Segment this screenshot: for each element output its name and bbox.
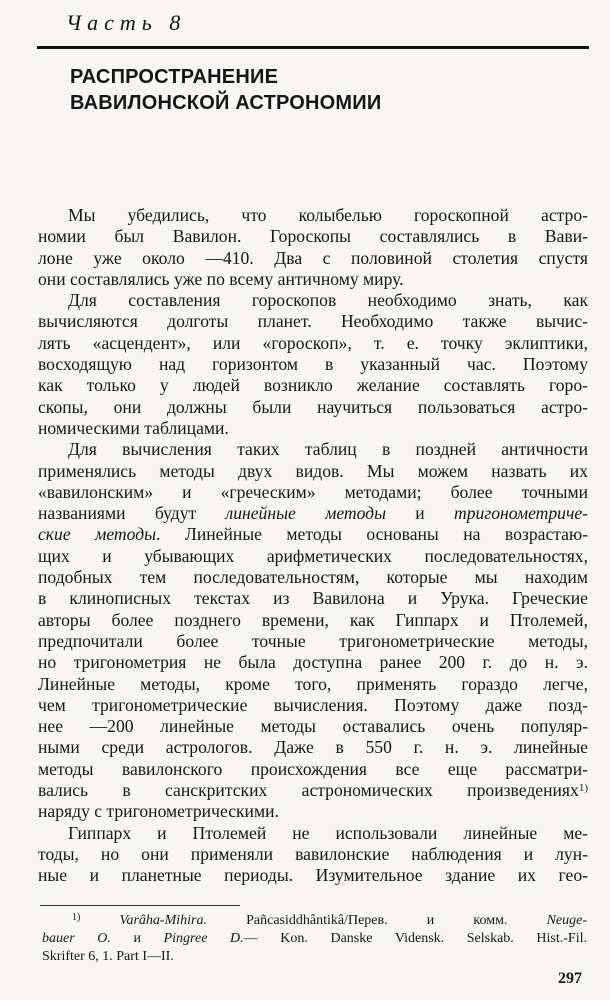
text-run: вались в санскритских астрономических произведениях — [38, 780, 579, 801]
text-line — [38, 524, 588, 545]
footnote-reference: 1) — [578, 782, 588, 795]
body-text — [38, 205, 588, 887]
text-line: в клинописных текстах из Вавилона и Урука. Греческие — [38, 588, 588, 609]
italic-term: Pingree D. — [163, 931, 244, 946]
text-line: Для вычисления таких таблиц в поздней античности — [68, 439, 588, 460]
footnote-rule — [40, 905, 240, 906]
text-run: Pañcasiddhântikâ/Перев. и комм. — [206, 913, 547, 928]
text-line: нее —200 линейные методы оставались очень популяр- — [38, 716, 588, 737]
italic-term: тригонометриче- — [454, 503, 589, 524]
italic-term: bauer O. — [42, 931, 111, 946]
chapter-title-line-1: РАСПРОСТРАНЕНИЕ — [70, 66, 279, 88]
text-line: наряду с тригонометрическими. — [38, 801, 279, 822]
text-run: — Kon. Danske Vidensk. Selskab. Hist.-Fil. — [243, 931, 587, 946]
text-line: Мы убедились, что колыбелью гороскопной астро- — [68, 205, 588, 225]
text-line: номии был Вавилон. Гороскопы составлялись в Вави- — [38, 226, 588, 247]
text-line: лоне уже около —410. Два с половиной столетия спустя — [38, 247, 588, 268]
text-line: методы вавилонского происхождения все еще рассматри- — [38, 758, 588, 779]
text-line — [38, 780, 588, 801]
text-line: ные и планетные периоды. Изумительное здание их гео- — [38, 865, 588, 886]
text-line: как только у людей возникло желание составлять горо- — [38, 375, 588, 396]
text-line: Линейные методы, кроме того, применять гораздо легче, — [38, 673, 588, 694]
text-line: Для составления гороскопов необходимо знать, как — [68, 290, 588, 311]
text-line: скопы, они должны были научиться пользоваться астро- — [38, 396, 588, 417]
text-run: . Линейные методы основаны на возрастаю- — [156, 524, 588, 545]
text-run: и — [110, 931, 164, 946]
italic-term: Neuge- — [546, 913, 588, 928]
text-line: но тригонометрия не была доступна ранее 200 г. до н. э. — [38, 652, 588, 673]
text-line — [38, 503, 588, 524]
footnote — [42, 912, 587, 966]
footnote-line: Skrifter 6, 1. Part I—II. — [42, 949, 174, 964]
footnote-line — [42, 912, 587, 930]
text-line: номическими таблицами. — [38, 417, 229, 438]
text-line: ными среди астрологов. Даже в 550 г. н. э. линейные — [38, 737, 588, 758]
text-line: вычисляются долготы планет. Необходимо также вычис- — [38, 311, 588, 332]
text-line: чем тригонометрические вычисления. Поэтому даже позд- — [38, 694, 588, 715]
text-line: восходящую над горизонтом в указанный час. Поэтому — [38, 354, 588, 375]
chapter-title-line-2: ВАВИЛОНСКОЙ АСТРОНОМИИ — [70, 92, 382, 114]
footnote-mark: 1) — [72, 912, 81, 923]
text-line: Гиппарх и Птолемей не использовали линейные ме- — [68, 822, 588, 843]
text-line: щих и убывающих арифметических последовательностях, — [38, 545, 588, 566]
text-run: и — [386, 503, 455, 524]
text-line: они составлялись уже по всему античному миру. — [38, 268, 404, 289]
part-label: Часть 8 — [66, 10, 187, 35]
text-line: подобных тем последовательностям, которые мы находим — [38, 567, 588, 588]
footnote-line — [42, 930, 587, 948]
text-line: применялись методы двух видов. Мы можем назвать их — [38, 460, 588, 481]
text-line: предпочитали более точные тригонометрические методы, — [38, 630, 588, 651]
italic-term: ские методы — [38, 524, 157, 545]
text-line: авторы более позднего времени, как Гиппарх и Птолемей, — [38, 609, 588, 630]
text-line: лять «асцендент», или «гороскоп», т. е. точку эклиптики, — [38, 332, 588, 353]
page-number: 297 — [558, 970, 582, 987]
text-run: названиями будут — [38, 503, 226, 524]
italic-term: Varâha-Mihira. — [119, 913, 207, 928]
text-line: «вавилонским» и «греческим» методами; более точными — [38, 481, 588, 502]
italic-term: линейные методы — [225, 503, 386, 524]
text-line: тоды, но они применяли вавилонские наблюдения и лун- — [38, 843, 588, 864]
header-rule — [37, 46, 589, 49]
chapter-title — [70, 64, 381, 116]
